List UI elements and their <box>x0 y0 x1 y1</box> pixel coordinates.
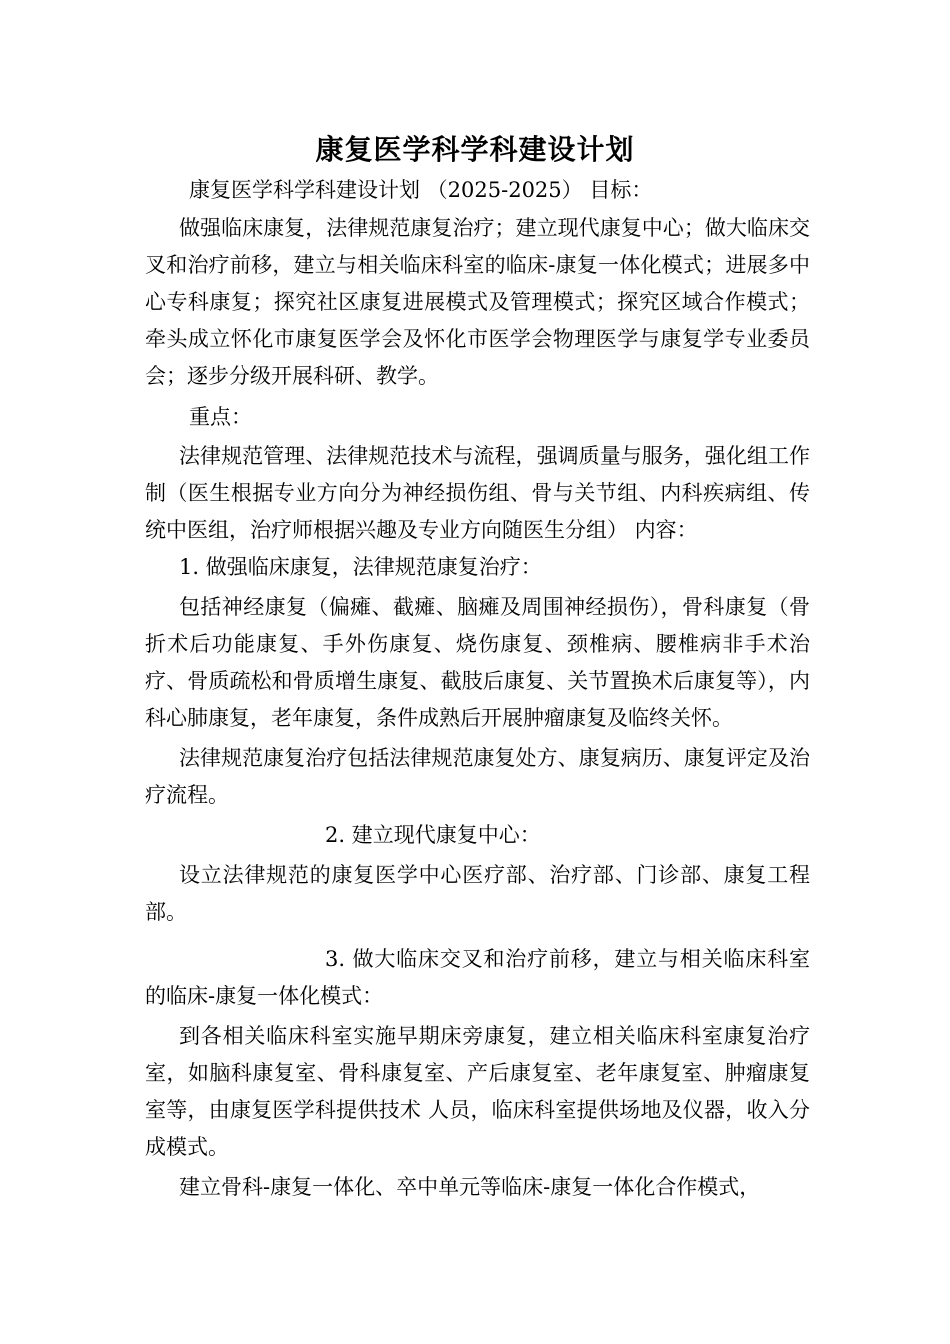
paragraph-section-1b: 法律规范康复治疗包括法律规范康复处方、康复病历、康复评定及治疗流程。 <box>145 746 810 807</box>
document-title: 康复医学科学科建设计划 <box>315 133 635 166</box>
paragraph-focus: 法律规范管理、法律规范技术与流程，强调质量与服务，强化组工作制（医生根据专业方向分为神经损伤组、骨与关节组、内科疾病组、传统中医组，治疗师根据兴趣及专业方向随医生分组） 内容： <box>145 444 810 542</box>
section-heading-2: 2. 建立现代康复中心： <box>325 823 541 847</box>
section-heading-3: 3. 做大临床交叉和治疗前移，建立与相关临床科室的临床-康复一体化模式： <box>145 947 810 1008</box>
paragraph-section-3a: 到各相关临床科室实施早期床旁康复，建立相关临床科室康复治疗室，如脑科康复室、骨科康复室、产后康复室、老年康复室、肿瘤康复室等，由康复医学科提供技术 人员，临床科室提供场地及仪器，收入分成模式。 <box>145 1024 810 1159</box>
paragraph-goals: 做强临床康复，法律规范康复治疗；建立现代康复中心；做大临床交叉和治疗前移，建立与相关临床科室的临床-康复一体化模式；进展多中心专科康复；探究社区康复进展模式及管理模式；探究区域合作模式；牵头成立怀化市康复医学会及怀化市医学会物理医学与康复学专业委员会；逐步分级开展科研、教学。 <box>145 216 810 388</box>
paragraph-focus-heading: 重点： <box>189 405 252 429</box>
paragraph-section-3b: 建立骨科-康复一体化、卒中单元等临床-康复一体化合作模式， <box>179 1175 761 1199</box>
paragraph-section-2: 设立法律规范的康复医学中心医疗部、治疗部、门诊部、康复工程部。 <box>145 863 810 924</box>
paragraph-goal-heading: 康复医学科学科建设计划 （2025-2025） 目标： <box>189 178 653 202</box>
section-heading-1: 1. 做强临床康复，法律规范康复治疗： <box>179 555 542 579</box>
paragraph-section-1a: 包括神经康复（偏瘫、截瘫、脑瘫及周围神经损伤），骨科康复（骨折术后功能康复、手外伤康复、烧伤康复、颈椎病、腰椎病非手术治疗、骨质疏松和骨质增生康复、截肢后康复、关节置换术后康复等），内科心肺康复，老年康复，条件成熟后开展肿瘤康复及临终关怀。 <box>145 595 810 730</box>
document-body <box>145 172 810 1206</box>
